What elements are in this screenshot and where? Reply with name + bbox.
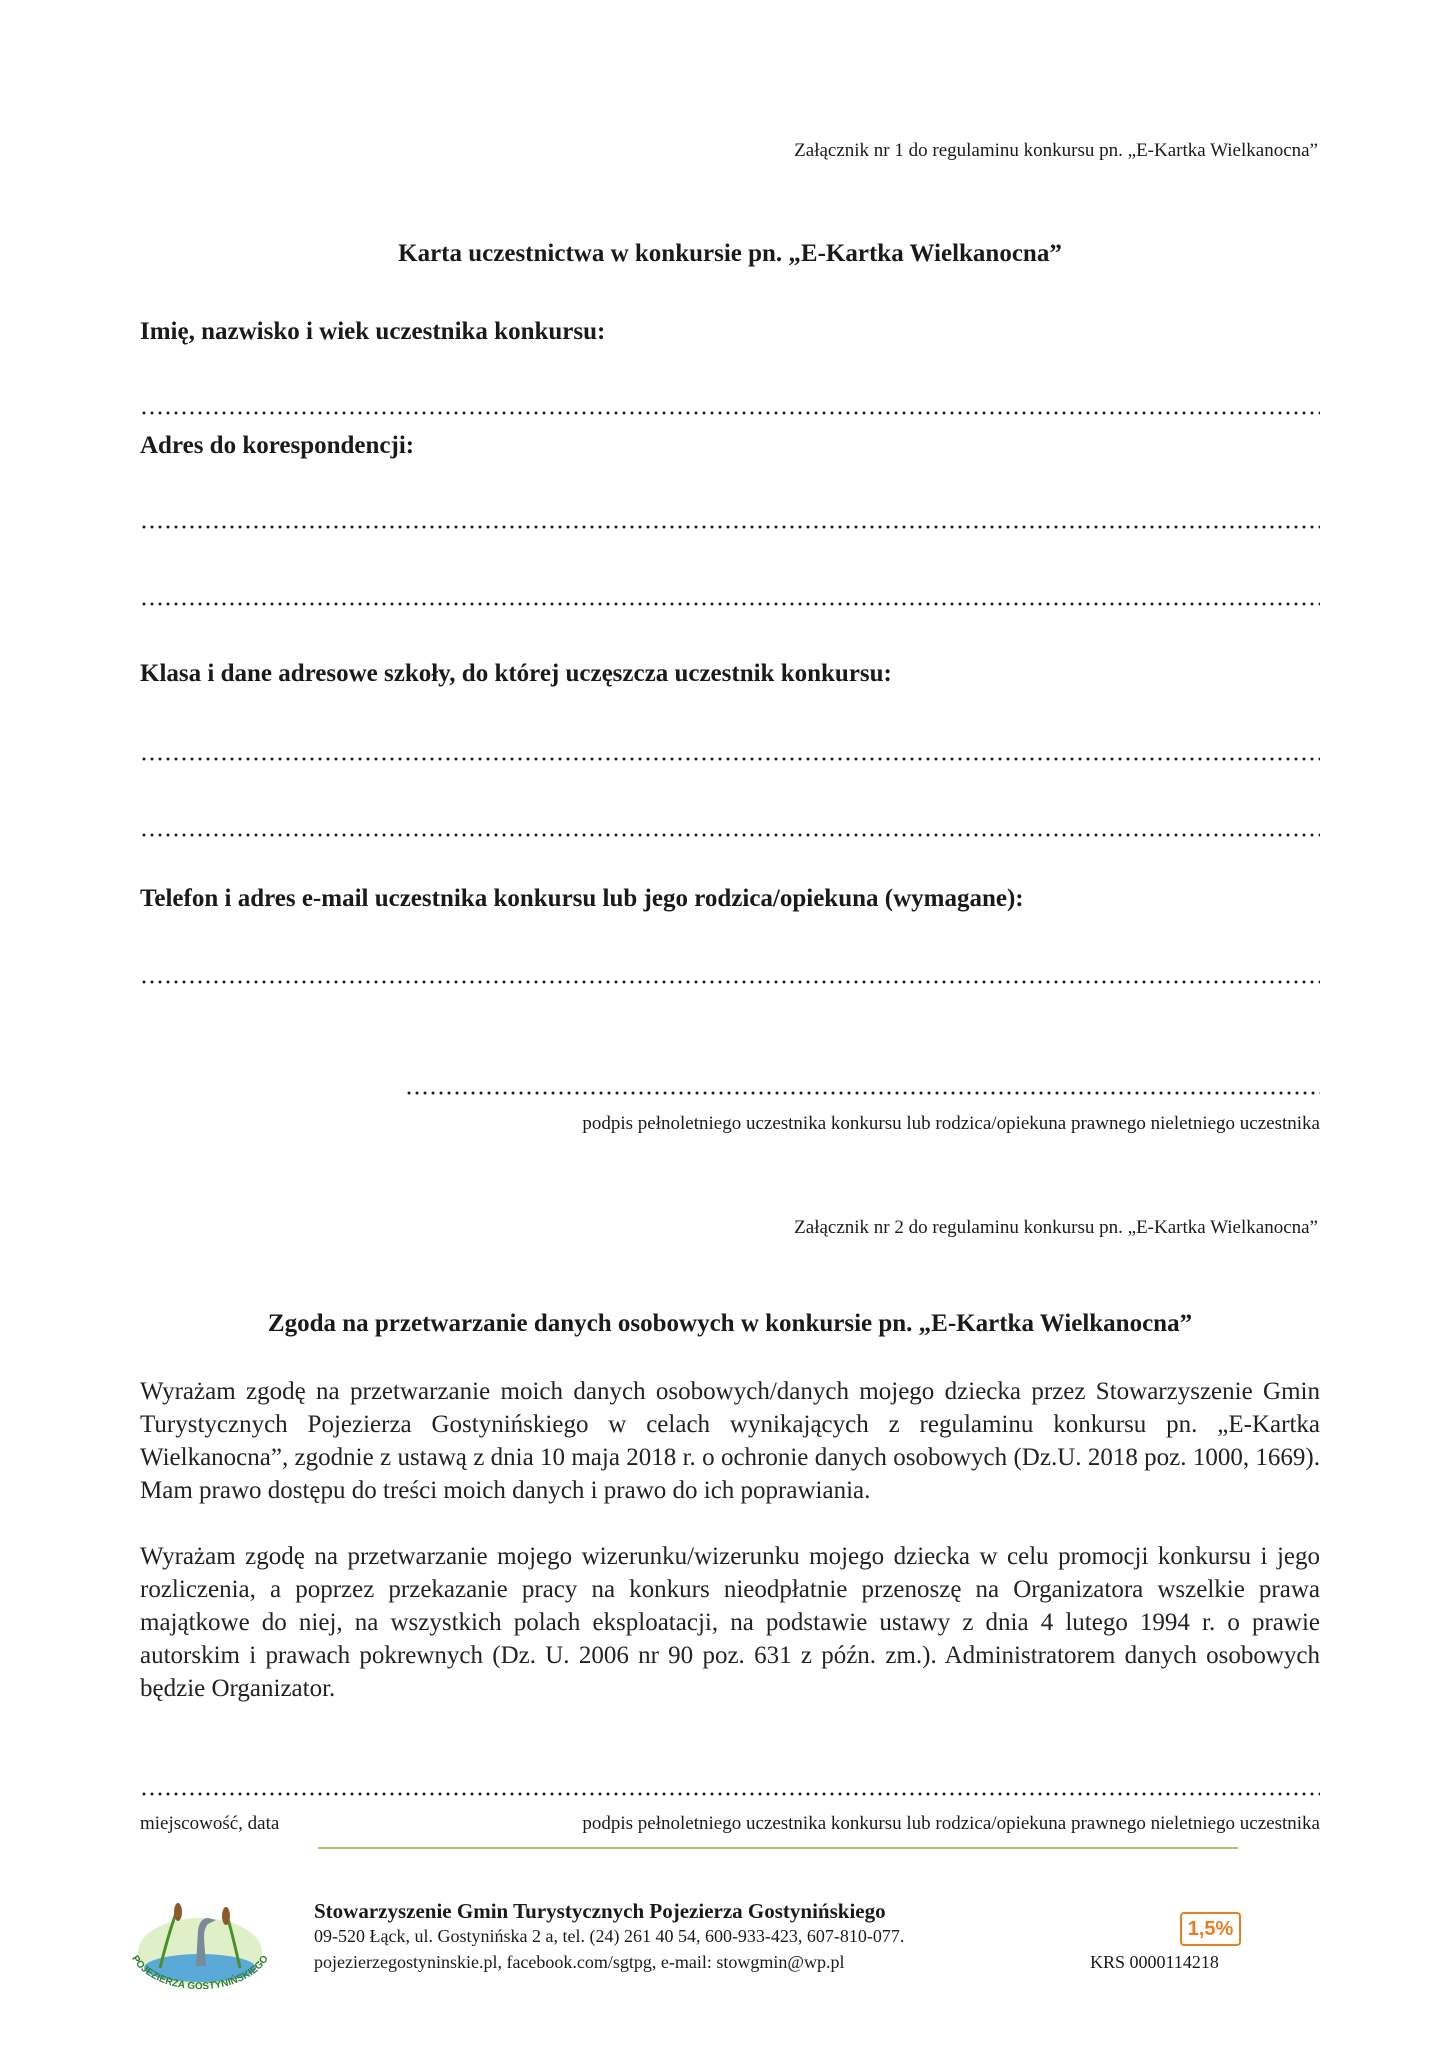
logo-top-text [100,1868,300,1871]
organization-name: Stowarzyszenie Gmin Turystycznych Pojezierza Gostynińskiego [314,1899,886,1923]
contact-field[interactable] [140,980,1320,984]
address-field-line-2[interactable] [140,602,1320,606]
annex2-signature-field[interactable] [140,1792,1320,1796]
one-point-five-percent-badge: 1,5% [1180,1912,1241,1946]
organization-contact: pojezierzegostyninskie.pl, facebook.com/sgtpg, e-mail: stowgmin@wp.pl [314,1952,845,1972]
school-field-line-2[interactable] [140,833,1320,837]
organization-logo [100,1868,300,1993]
organization-address: 09-520 Łąck, ul. Gostynińska 2 a, tel. (24) 261 40 54, 600-933-423, 607-810-077. [314,1926,905,1946]
place-date-caption: miejscowość, data [140,1813,280,1834]
annex2-header: Załącznik nr 2 do regulaminu konkursu pn. „E-Kartka Wielkanocna” [794,1217,1318,1238]
annex1-signature-field[interactable] [405,1091,1320,1095]
school-label: Klasa i dane adresowe szkoły, do której uczęszcza uczestnik konkursu: [140,660,892,687]
school-field-line-1[interactable] [140,757,1320,761]
annex2-signature-caption: podpis pełnoletniego uczestnika konkursu lub rodzica/opiekuna prawnego nieletniego uczestnika [582,1813,1320,1834]
footer-divider [318,1847,1238,1849]
annex1-signature-caption: podpis pełnoletniego uczestnika konkursu lub rodzica/opiekuna prawnego nieletniego uczestnika [582,1113,1320,1134]
contact-label: Telefon i adres e-mail uczestnika konkursu lub jego rodzica/opiekuna (wymagane): [140,885,1024,912]
consent-paragraph-2: Wyrażam zgodę na przetwarzanie mojego wizerunku/wizerunku mojego dziecka w celu promocji konkursu i jego rozliczenia, a poprzez przekazanie pracy na konkurs nieodpłatnie przenoszę na Organizatora wszelkie prawa majątkowe do niej, na wszystkich polach eksploatacji, na podstawie ustawy z dnia 4 lutego 1994 r. o prawie autorskim i prawach pokrewnych (Dz. U. 2006 nr 90 poz. 631 z późn. zm.). Administratorem danych osobowych będzie Organizator. [140,1543,1320,1702]
krs-number: KRS 0000114218 [1090,1952,1219,1972]
annex2-title: Zgoda na przetwarzanie danych osobowych w konkursie pn. „E-Kartka Wielkanocna” [267,1310,1193,1337]
logo-bottom-text: POJEZIERZA GOSTYNIŃSKIEGO [129,1953,271,1993]
address-label: Adres do korespondencji: [140,432,415,459]
annex1-title: Karta uczestnictwa w konkursie pn. „E-Kartka Wielkanocna” [398,240,1062,267]
consent-paragraph-1: Wyrażam zgodę na przetwarzanie moich danych osobowych/danych mojego dziecka przez Stowarzyszenie Gmin Turystycznych Pojezierza Gostynińskiego w celach wynikających z regulaminu konkursu pn. „E-Kartka Wielkanocna”, zgodnie z ustawą z dnia 10 maja 2018 r. o ochronie danych osobowych (Dz.U. 2018 poz. 1000, 1669). Mam prawo dostępu do treści moich danych i prawo do ich poprawiania. [140,1378,1320,1504]
annex1-header: Załącznik nr 1 do regulaminu konkursu pn. „E-Kartka Wielkanocna” [794,140,1318,161]
address-field-line-1[interactable] [140,525,1320,529]
name-age-label: Imię, nazwisko i wiek uczestnika konkursu: [140,318,606,345]
name-age-field[interactable] [140,411,1320,415]
